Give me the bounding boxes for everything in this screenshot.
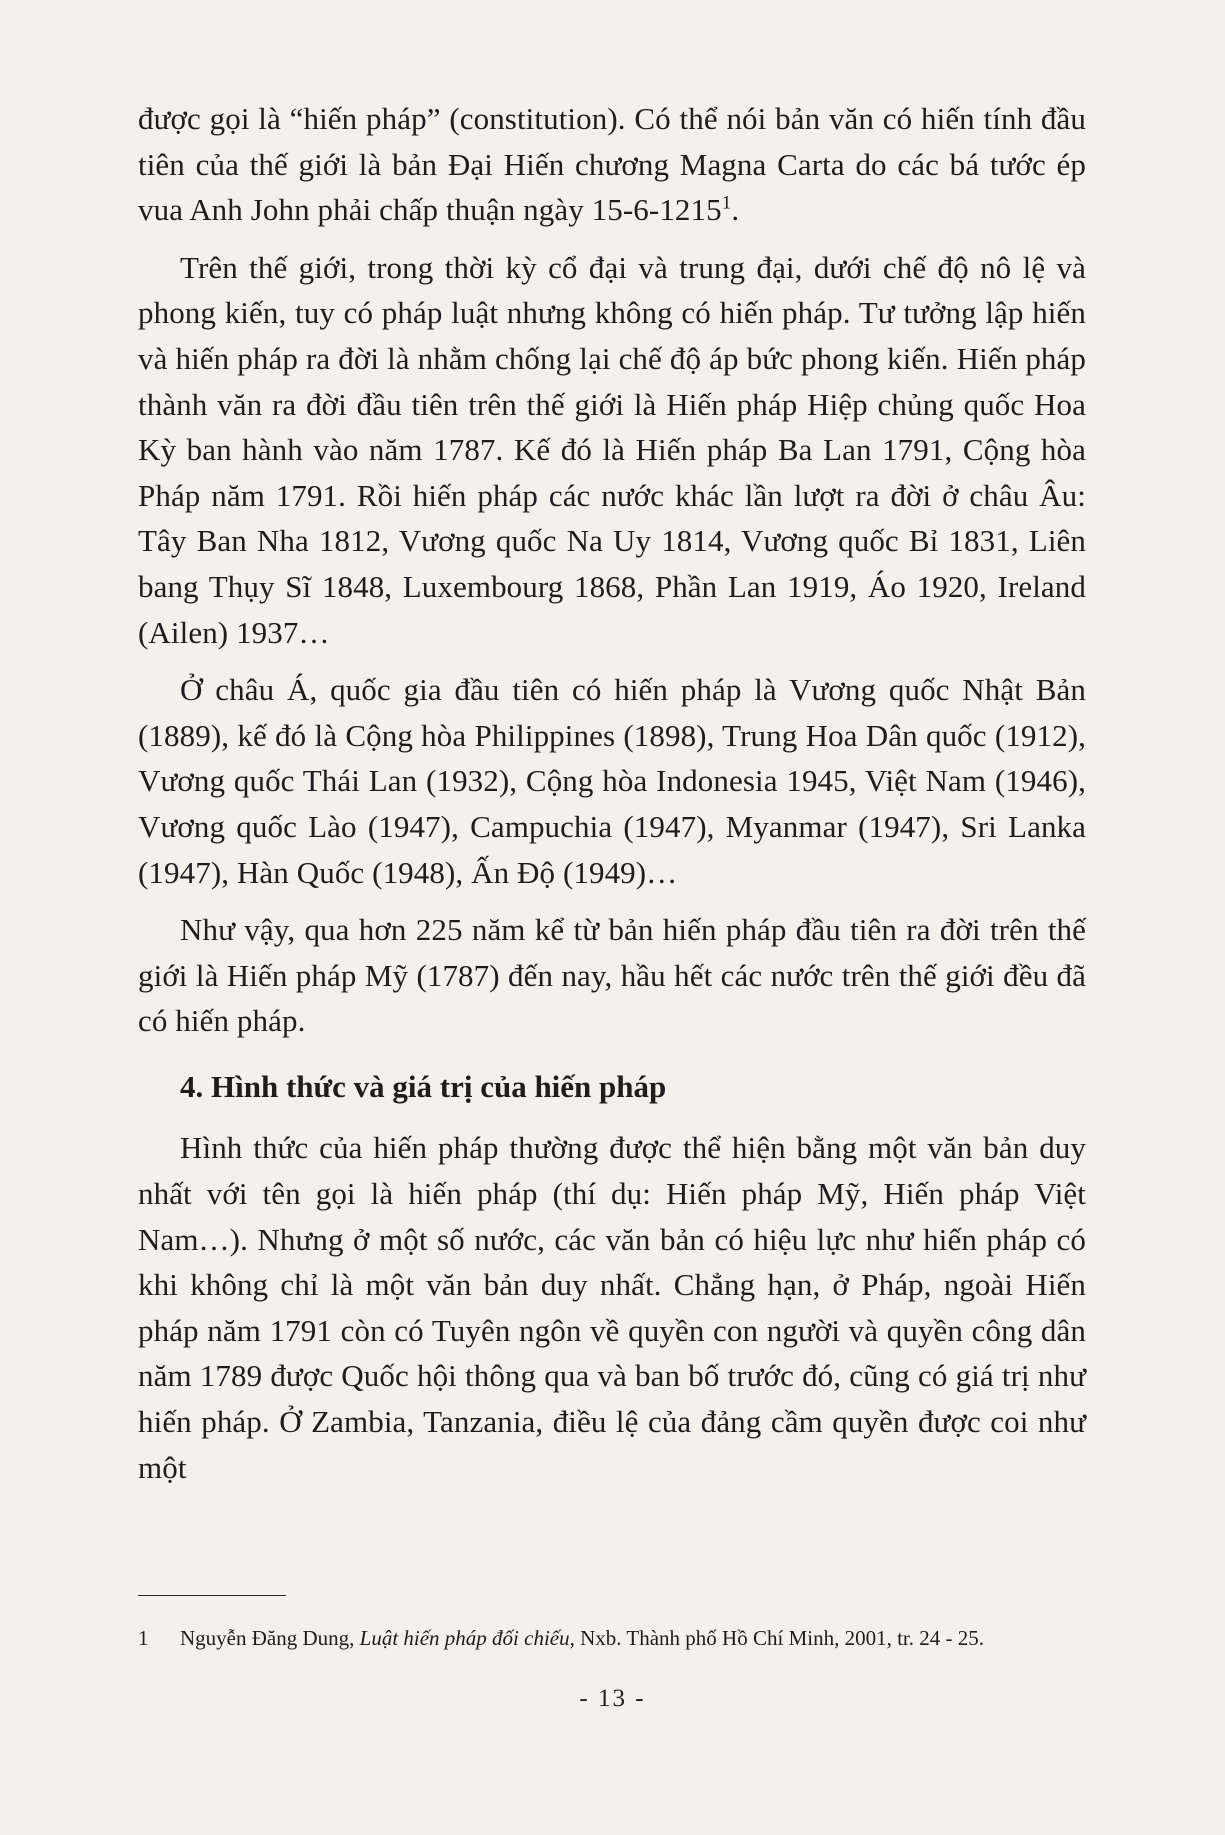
paragraph-2: Trên thế giới, trong thời kỳ cổ đại và trung đại, dưới chế độ nô lệ và phong kiến, tuy có pháp luật nhưng không có hiến pháp. Tư tưởng lập hiến và hiến pháp ra đời là nhằm chống lại chế độ áp bức phong kiến. Hiến pháp thành văn ra đời đầu tiên trên thế giới là Hiến pháp Hiệp chủng quốc Hoa Kỳ ban hành vào năm 1787. Kế đó là Hiến pháp Ba Lan 1791, Cộng hòa Pháp năm 1791. Rồi hiến pháp các nước khác lần lượt ra đời ở châu Âu: Tây Ban Nha 1812, Vương quốc Na Uy 1814, Vương quốc Bỉ 1831, Liên bang Thụy Sĩ 1848, Luxembourg 1868, Phần Lan 1919, Áo 1920, Ireland (Ailen) 1937… <box>138 249 1086 650</box>
footnote-reference: 1 <box>721 192 732 214</box>
paragraph-3: Ở châu Á, quốc gia đầu tiên có hiến pháp là Vương quốc Nhật Bản (1889), kế đó là Cộng hòa Philippines (1898), Trung Hoa Dân quốc (1912), Vương quốc Thái Lan (1932), Cộng hòa Indonesia 1945, Việt Nam (1946), Vương quốc Lào (1947), Campuchia (1947), Myanmar (1947), Sri Lanka (1947), Hàn Quốc (1948), Ấn Độ (1949)… <box>138 672 1086 890</box>
paragraph-1-text: được gọi là “hiến pháp” (constitution). Có thể nói bản văn có hiến tính đầu tiên của thế giới là bản Đại Hiến chương Magna Carta do các bá tước ép vua Anh John phải chấp thuận ngày 15-6-1215 <box>138 101 1086 228</box>
paragraph-5: Hình thức của hiến pháp thường được thể hiện bằng một văn bản duy nhất với tên gọi là hiến pháp (thí dụ: Hiến pháp Mỹ, Hiến pháp Việt Nam…). Nhưng ở một số nước, các văn bản có hiệu lực như hiến pháp có khi không chỉ là một văn bản duy nhất. Chẳng hạn, ở Pháp, ngoài Hiến pháp năm 1791 còn có Tuyên ngôn về quyền con người và quyền công dân năm 1789 được Quốc hội thông qua và ban bố trước đó, cũng có giá trị như hiến pháp. Ở Zambia, Tanzania, điều lệ của đảng cầm quyền được coi như một <box>138 1130 1086 1485</box>
paragraph-1-end: . <box>731 192 740 228</box>
footnote <box>138 1624 1098 1652</box>
footnote-divider <box>138 1595 286 1596</box>
footnote-book-title: Luật hiến pháp đối chiếu <box>359 1626 570 1650</box>
paragraph-1 <box>138 96 1086 233</box>
footnote-number: 1 <box>138 1626 149 1650</box>
section-heading: 4. Hình thức và giá trị của hiến pháp <box>180 1068 667 1104</box>
page-number: - 13 - <box>579 1685 646 1712</box>
footnote-author: Nguyễn Đăng Dung, <box>180 1626 360 1650</box>
body-text <box>138 96 1086 1490</box>
footnote-publication: , Nxb. Thành phố Hồ Chí Minh, 2001, tr. 24 - 25. <box>569 1626 984 1650</box>
paragraph-4: Như vậy, qua hơn 225 năm kể từ bản hiến pháp đầu tiên ra đời trên thế giới là Hiến pháp Mỹ (1787) đến nay, hầu hết các nước trên thế giới đều đã có hiến pháp. <box>138 912 1086 1039</box>
